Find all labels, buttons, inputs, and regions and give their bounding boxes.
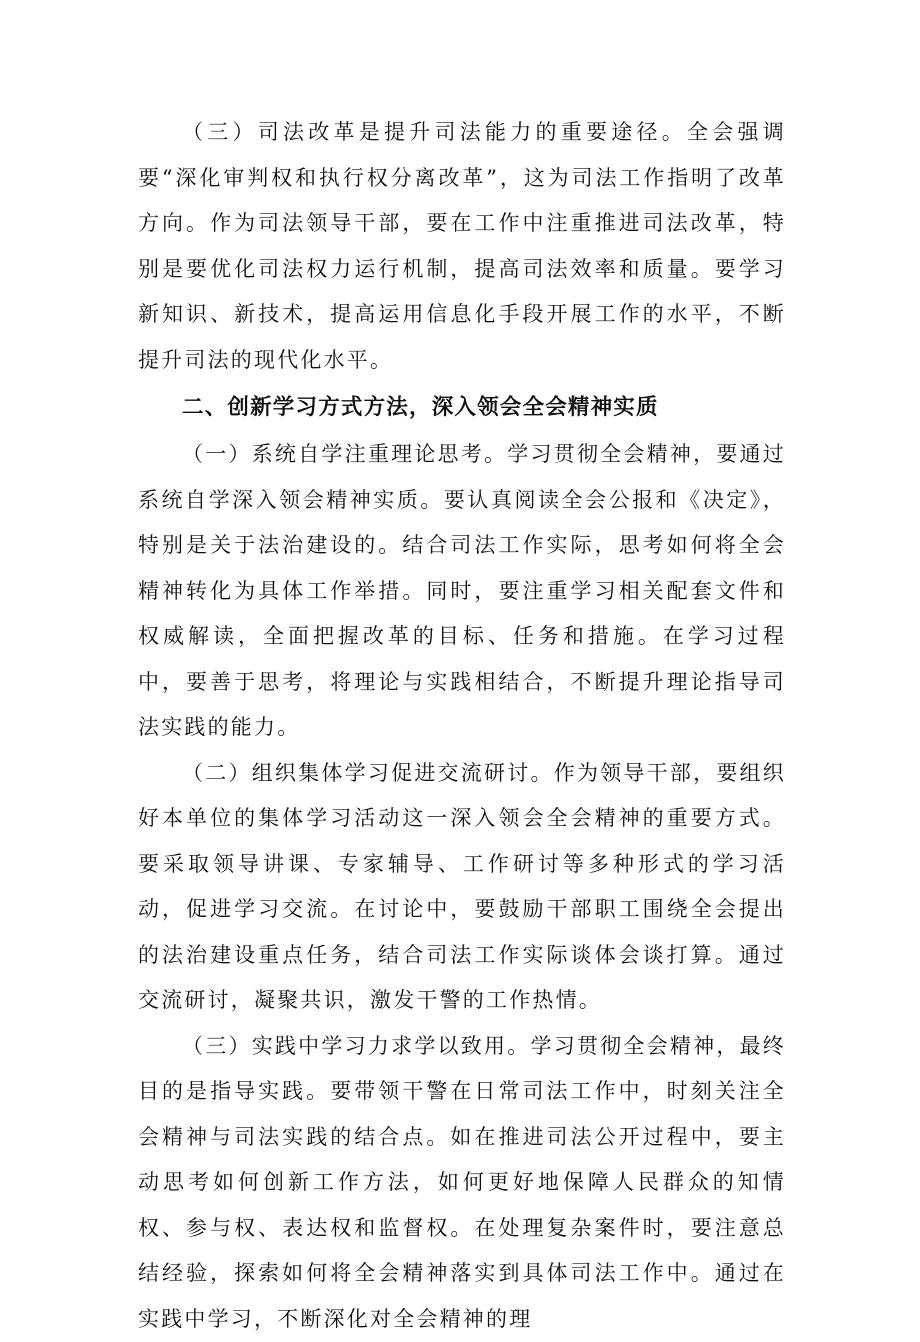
paragraph-self-study: （一）系统自学注重理论思考。学习贯彻全会精神，要通过系统自学深入领会精神实质。要认真阅读全会公报和《决定》，特别是关于法治建设的。结合司法工作实际，思考如何将全会精神转化为具体工作举措。同时，要注重学习相关配套文件和权威解读，全面把握改革的目标、任务和措施。在学习过程中，要善于思考，将理论与实践相结合，不断提升理论指导司法实践的能力。 [138, 432, 786, 751]
section-heading-two: 二、创新学习方式方法，深入领会全会精神实质 [138, 383, 786, 432]
paragraph-judicial-reform: （三）司法改革是提升司法能力的重要途径。全会强调要“深化审判权和执行权分离改革”，这为司法工作指明了改革方向。作为司法领导干部，要在工作中注重推进司法改革，特别是要优化司法权力运行机制，提高司法效率和质量。要学习新知识、新技术，提高运用信息化手段开展工作的水平，不断提升司法的现代化水平。 [138, 110, 786, 383]
paragraph-group-study: （二）组织集体学习促进交流研讨。作为领导干部，要组织好本单位的集体学习活动这一深入领会全会精神的重要方式。要采取领导讲课、专家辅导、工作研讨等多种形式的学习活动，促进学习交流。在讨论中，要鼓励干部职工围绕全会提出的法治建设重点任务，结合司法工作实际谈体会谈打算。通过交流研讨，凝聚共识，激发干警的工作热情。 [138, 751, 786, 1024]
paragraph-practice-study: （三）实践中学习力求学以致用。学习贯彻全会精神，最终目的是指导实践。要带领干警在日常司法工作中，时刻关注全会精神与司法实践的结合点。如在推进司法公开过程中，要主动思考如何创新工作方法，如何更好地保障人民群众的知情权、参与权、表达权和监督权。在处理复杂案件时，要注意总结经验，探索如何将全会精神落实到具体司法工作中。通过在实践中学习，不断深化对全会精神的理 [138, 1024, 786, 1342]
document-body [138, 110, 786, 1342]
